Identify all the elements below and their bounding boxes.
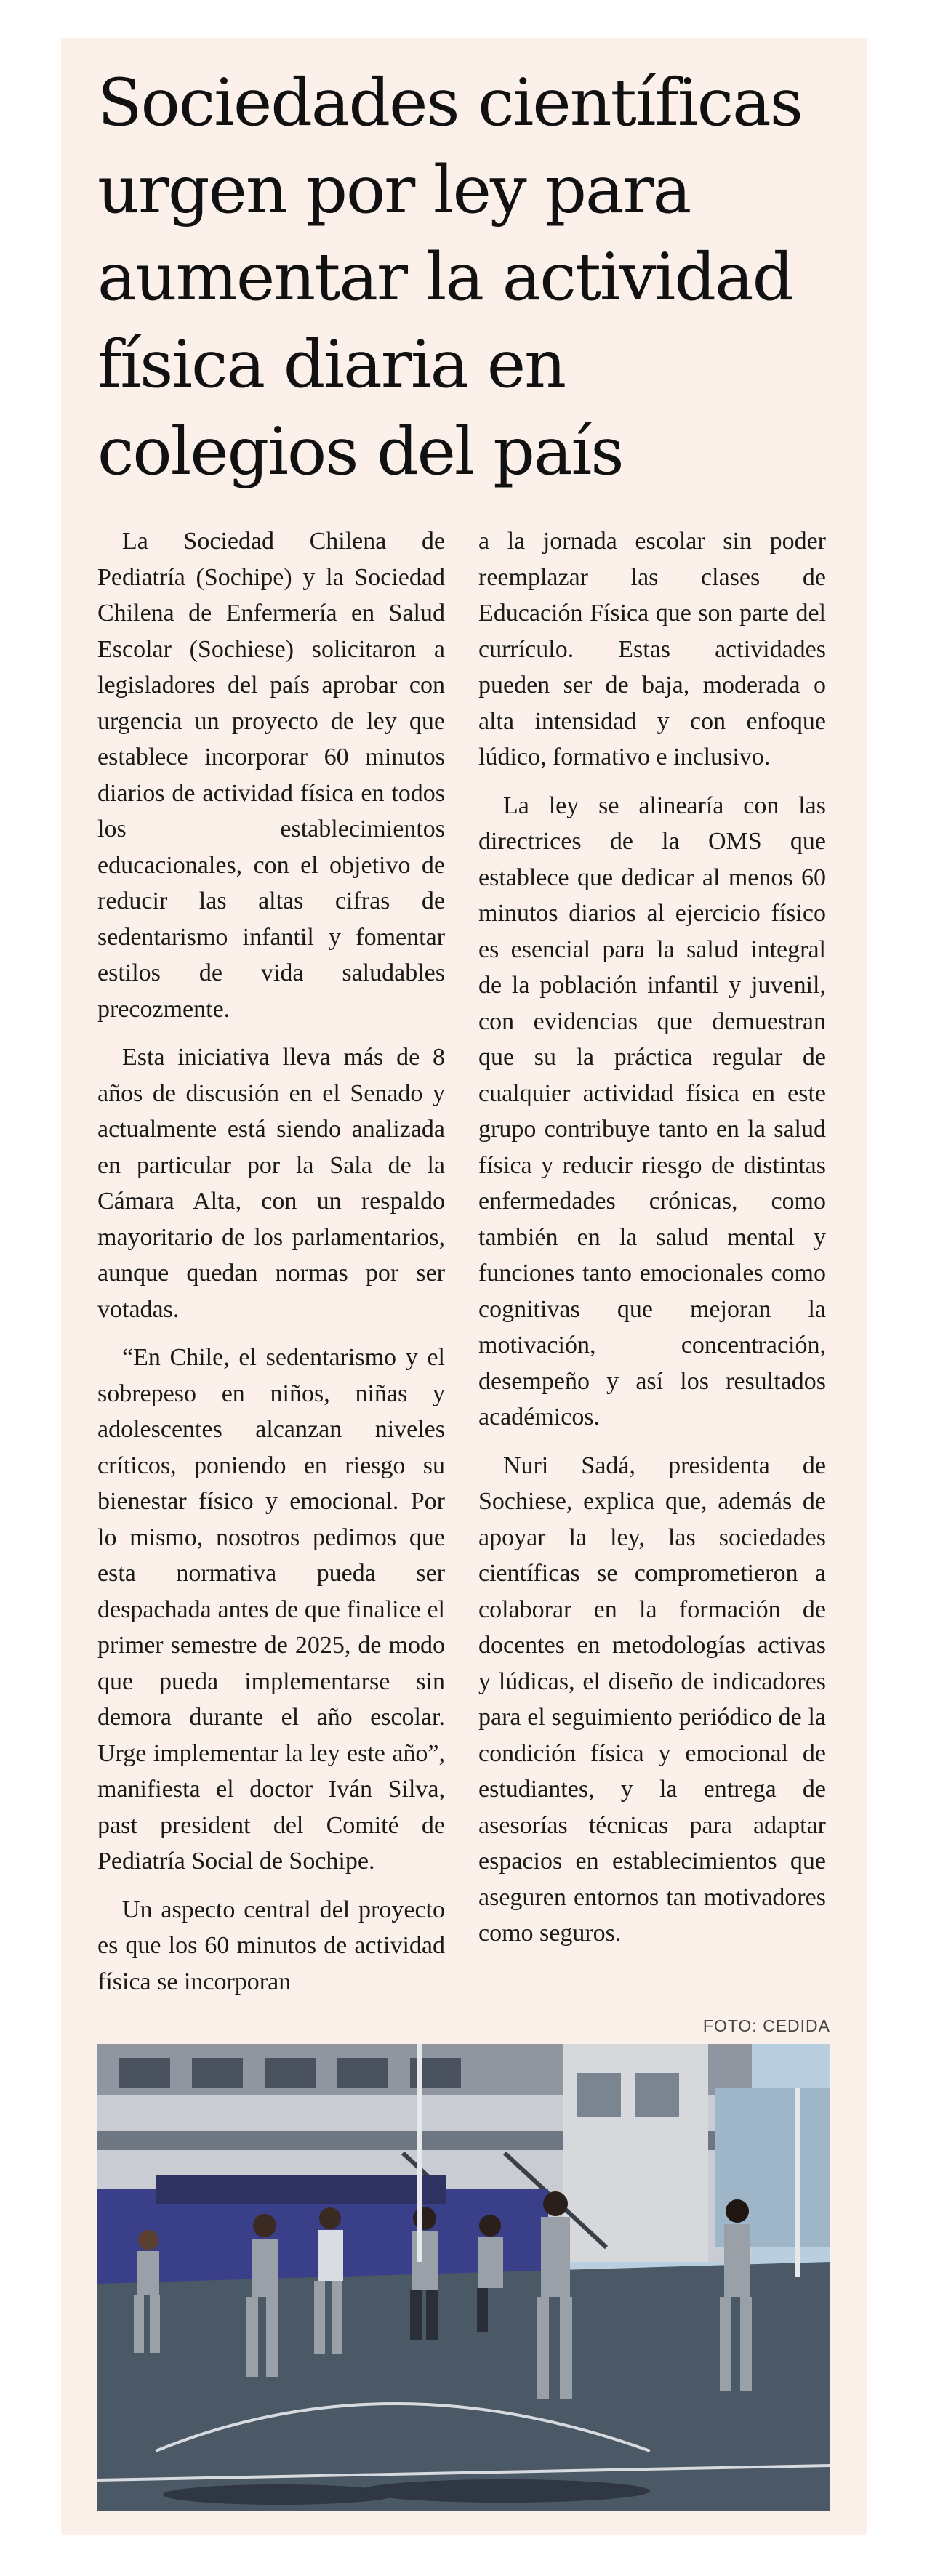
article-page (61, 38, 867, 2535)
paragraph: Un aspecto central del proyecto es que los 60 minutos de actividad física se incorporan (97, 1896, 445, 1995)
paragraph-continuation: a la jornada escolar sin poder reemplazar las clases de Educación Física que son parte del currículo. Estas actividades pueden ser de baja, moderada o alta intensidad y con enfoque lúdico, formativo e inclusivo. (478, 528, 826, 770)
text-column-left (97, 523, 445, 2012)
photo-credit: FOTO: CEDIDA (702, 2016, 830, 2035)
headline: Sociedades científicas urgen por ley para aumentar la actividad física diaria en colegios del país (97, 65, 802, 490)
paragraph: Nuri Sadá, presidenta de Sochiese, explica que, además de apoyar la ley, las sociedades científicas se comprometieron a colaborar en la formación de docentes en metodologías activas y lúdicas, el diseño de indicadores para el seguimiento periódico de la condición física y emocional de estudiantes, y la entrega de asesorías técnicas para adaptar espacios en establecimientos que aseguren entornos tan motivadores como seguros. (478, 1452, 826, 1947)
paragraph: La ley se alinearía con las directrices de la OMS que establece que dedicar al menos 60 minutos diarios al ejercicio físico es esencial para la salud integral de la población infantil y juvenil, con evidencias que demuestran que su la práctica regular de cualquier actividad física en este grupo contribuye tanto en la salud física y reducir riesgo de distintas enfermedades crónicas, como también en la salud mental y funciones tanto emocionales como cognitivas que mejoran la motivación, concentración, desempeño y así los resultados académicos. (478, 792, 826, 1430)
article-photo (97, 2044, 830, 2511)
paragraph: “En Chile, el sedentarismo y el sobrepeso en niños, niñas y adolescentes alcanzan niveles críticos, poniendo en riesgo su bienestar físico y emocional. Por lo mismo, nosotros pedimos que esta normativa pueda ser despachada antes de que finalice el primer semestre de 2025, de modo que pueda implementarse sin demora durante el año escolar. Urge implementar la ley este año”, manifiesta el doctor Iván Silva, past president del Comité de Pediatría Social de Sochipe. (97, 1344, 445, 1875)
paragraph: La Sociedad Chilena de Pediatría (Sochipe) y la Sociedad Chilena de Enfermería en Salud Escolar (Sochiese) solicitaron a legisladores del país aprobar con urgencia un proyecto de ley que establece incorporar 60 minutos diarios de actividad física en todos los establecimientos educacionales, con el objetivo de reducir las altas cifras de sedentarismo infantil y fomentar estilos de vida saludables precozmente. (97, 528, 445, 1023)
schoolyard-photo-illustration (97, 2044, 830, 2511)
text-column-right (478, 523, 826, 1964)
paragraph: Esta iniciativa lleva más de 8 años de discusión en el Senado y actualmente está siendo analizada en particular por la Sala de la Cámara Alta, con un respaldo mayoritario de los parlamentarios, aunque quedan normas por ser votadas. (97, 1044, 445, 1323)
